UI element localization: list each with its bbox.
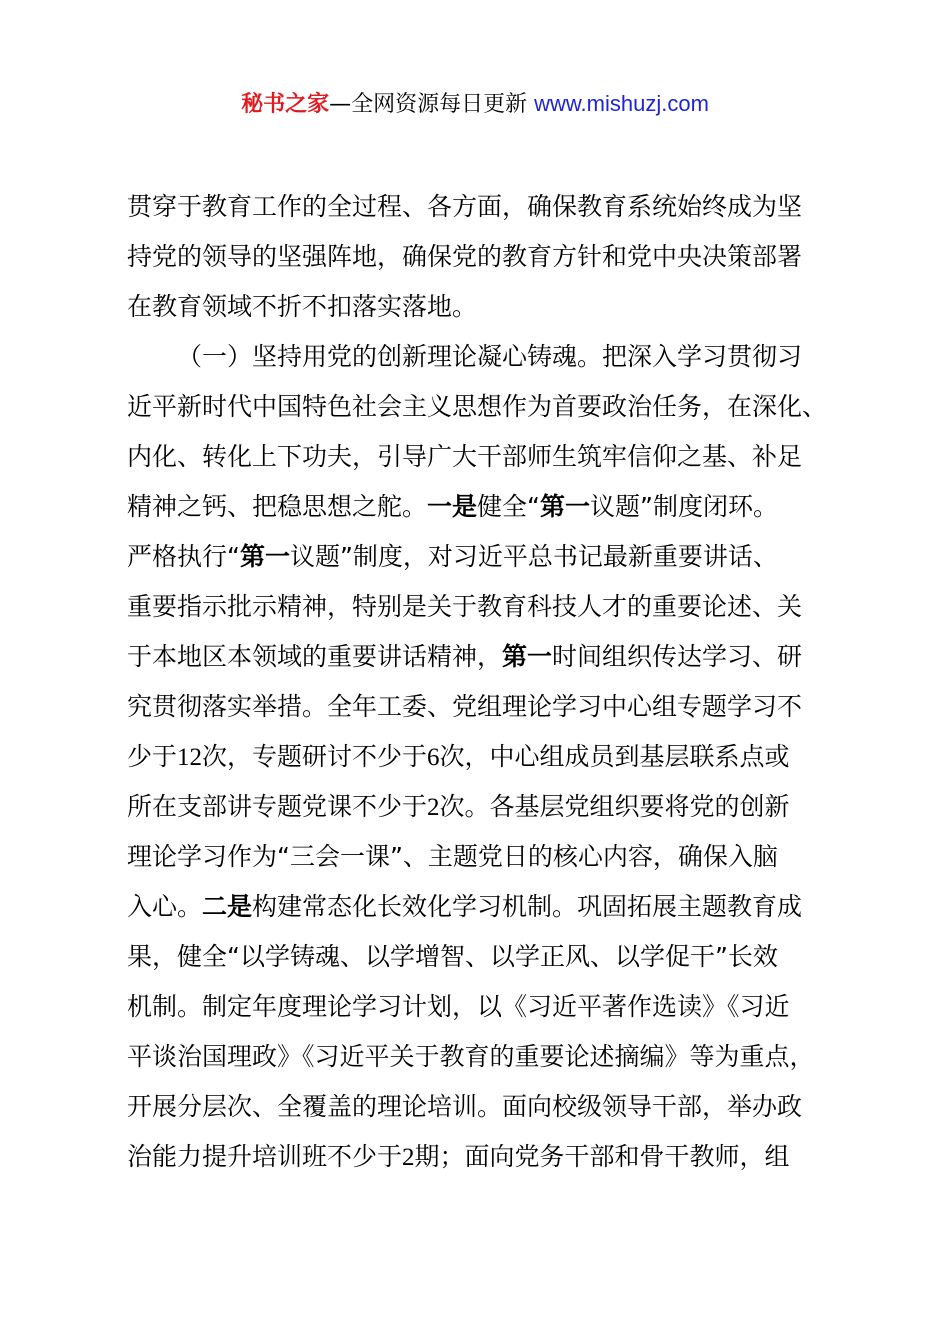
text-segment: 6 [427, 744, 440, 771]
document-body [127, 182, 857, 1182]
text-line [127, 682, 857, 732]
text-segment: 开展分层次、全覆盖的理论培训。面向校级领导干部，举办政 [127, 1092, 803, 1121]
text-segment: 贯穿于教育工作的全过程、各方面，确保教育系统始终成为坚 [127, 192, 803, 221]
text-line [127, 932, 857, 982]
text-line [127, 332, 857, 382]
bold-text-segment: 一是 [427, 492, 478, 521]
text-segment: 期；面向党务干部和骨干教师，组 [414, 1142, 790, 1171]
text-line [127, 632, 857, 682]
text-line [127, 1132, 857, 1182]
text-line [127, 982, 857, 1032]
text-line [127, 782, 857, 832]
text-segment: 理论学习作为“三会一课”、主题党日的核心内容，确保入脑 [127, 842, 778, 871]
text-line [127, 1082, 857, 1132]
text-segment: 议题”制度闭环。 [590, 492, 778, 521]
header-url[interactable]: www.mishuzj.com [534, 91, 709, 116]
text-segment: 精神之钙、把稳思想之舵。 [127, 492, 428, 521]
text-line [127, 382, 857, 432]
text-segment: 于本地区本领域的重要讲话精神， [127, 642, 503, 671]
text-line [127, 882, 857, 932]
text-segment: 2 [402, 1144, 415, 1171]
bold-text-segment: 二是 [202, 892, 253, 921]
text-segment: 内化、转化上下功夫，引导广大干部师生筑牢信仰之基、补足 [127, 442, 803, 471]
bold-text-segment: 第一 [502, 642, 553, 671]
text-segment: 严格执行“ [127, 542, 240, 571]
bold-text-segment: 第一 [539, 492, 590, 521]
text-line [127, 732, 857, 782]
header-tagline: —全网资源每日更新 [329, 92, 535, 117]
text-line [127, 282, 857, 332]
page-header [0, 86, 950, 123]
text-line [127, 432, 857, 482]
text-segment: 构建常态化长效化学习机制。巩固拓展主题教育成 [252, 892, 803, 921]
header-brand: 秘书之家 [241, 92, 330, 117]
text-segment: 入心。 [127, 892, 203, 921]
text-segment: 次，中心组成员到基层联系点或 [439, 742, 790, 771]
text-line [127, 582, 857, 632]
text-line [127, 1032, 857, 1082]
text-segment: 平谈治国理政》《习近平关于教育的重要论述摘编》等为重点， [127, 1042, 815, 1071]
text-segment: 少于 [127, 742, 178, 771]
bold-text-segment: 第一 [239, 542, 290, 571]
text-segment: 议题”制度，对习近平总书记最新重要讲话、 [289, 542, 778, 571]
text-line [127, 182, 857, 232]
text-segment: 在教育领域不折不扣落实落地。 [127, 292, 478, 321]
text-line [127, 532, 857, 582]
text-segment: 治能力提升培训班不少于 [127, 1142, 403, 1171]
text-segment: （一）坚持用党的创新理论凝心铸魂。把深入学习贯彻习 [177, 342, 803, 371]
text-segment: 12 [177, 744, 203, 771]
text-segment: 健全“ [477, 492, 540, 521]
text-line [127, 482, 857, 532]
text-line [127, 832, 857, 882]
text-segment: 机制。制定年度理论学习计划，以《习近平著作选读》《习近 [127, 992, 790, 1021]
text-segment: 2 [427, 794, 440, 821]
text-segment: 所在支部讲专题党课不少于 [127, 792, 428, 821]
text-segment: 持党的领导的坚强阵地，确保党的教育方针和党中央决策部署 [127, 242, 803, 271]
text-segment: 次。各基层党组织要将党的创新 [439, 792, 790, 821]
text-segment: 近平新时代中国特色社会主义思想作为首要政治任务，在深化、 [127, 392, 828, 421]
text-segment: 果，健全“以学铸魂、以学增智、以学正风、以学促干”长效 [127, 942, 778, 971]
text-segment: 究贯彻落实举措。全年工委、党组理论学习中心组专题学习不 [127, 692, 803, 721]
text-segment: 次，专题研讨不少于 [202, 742, 428, 771]
text-segment: 时间组织传达学习、研 [552, 642, 803, 671]
text-line [127, 232, 857, 282]
text-segment: 重要指示批示精神，特别是关于教育科技人才的重要论述、关 [127, 592, 803, 621]
